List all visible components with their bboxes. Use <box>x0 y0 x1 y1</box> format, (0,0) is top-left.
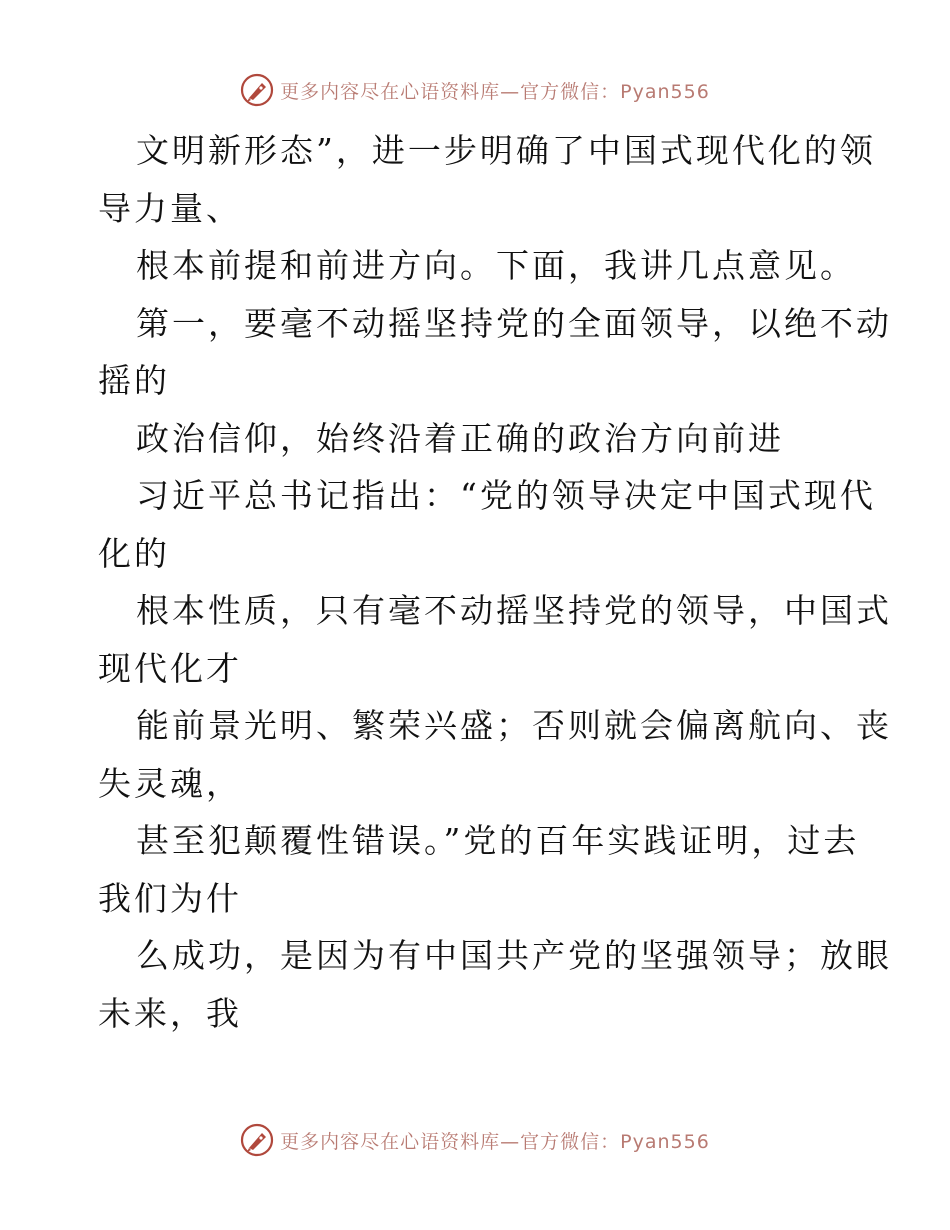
text-line: 失灵魂， <box>98 763 242 803</box>
watermark-text: 更多内容尽在心语资料库—官方微信：Pyan556 <box>280 1130 710 1153</box>
text-line: 能前景光明、繁荣兴盛；否则就会偏离航向、丧 <box>136 706 892 745</box>
text-line: 根本前提和前进方向。下面，我讲几点意见。 <box>136 246 856 285</box>
text-line: 未来，我 <box>98 993 242 1033</box>
watermark-text: 更多内容尽在心语资料库—官方微信：Pyan556 <box>280 80 710 103</box>
text-line: 么成功，是因为有中国共产党的坚强领导；放眼 <box>136 936 892 975</box>
text-line: 化的 <box>98 533 170 573</box>
text-line: 第一，要毫不动摇坚持党的全面领导，以绝不动 <box>136 303 892 343</box>
text-line: 文明新形态”，进一步明确了中国式现代化的领 <box>136 131 876 170</box>
text-line: 摇的 <box>98 361 170 400</box>
text-line: 导力量、 <box>98 188 242 228</box>
pen-nib-logo-icon <box>240 73 274 107</box>
pen-nib-logo-icon <box>240 1123 274 1157</box>
document-body <box>98 122 892 1042</box>
text-line: 根本性质，只有毫不动摇坚持党的领导，中国式 <box>136 591 892 630</box>
text-line: 政治信仰，始终沿着正确的政治方向前进 <box>136 418 784 458</box>
text-line: 习近平总书记指出：“党的领导决定中国式现代 <box>136 476 876 515</box>
watermark-footer <box>0 1120 950 1160</box>
text-line: 我们为什 <box>98 878 242 918</box>
text-line: 现代化才 <box>98 648 242 688</box>
text-line: 甚至犯颠覆性错误。”党的百年实践证明，过去 <box>136 821 860 860</box>
watermark-header <box>0 70 950 110</box>
